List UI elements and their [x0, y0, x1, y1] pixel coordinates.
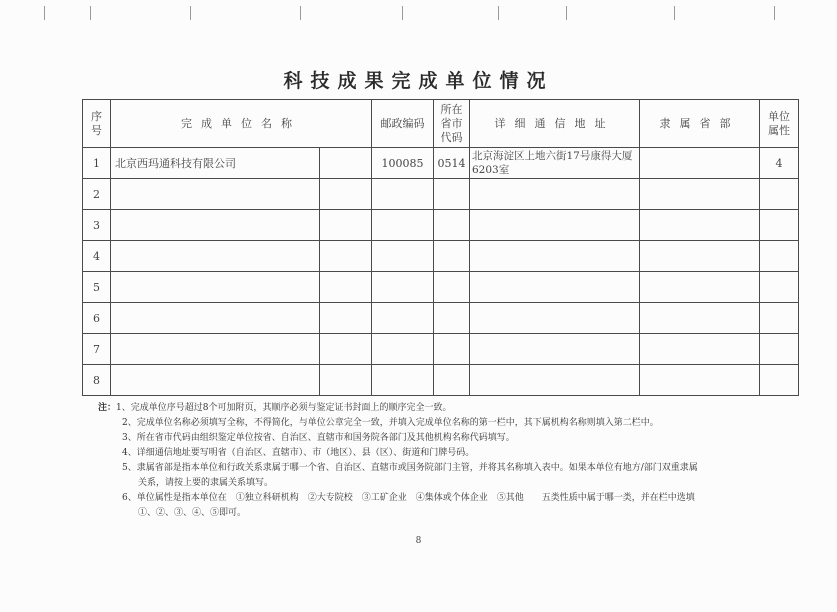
cell-unit-type [760, 241, 799, 272]
header-address: 详细通信地址 [470, 100, 640, 148]
cell-address [470, 179, 640, 210]
notes-section [98, 401, 798, 521]
page-title: 科技成果完成单位情况 [283, 70, 554, 92]
cell-seq: 4 [83, 241, 111, 272]
cell-region-code [434, 210, 470, 241]
cell-unit-name [111, 241, 320, 272]
cell-affiliation [640, 272, 760, 303]
note-item: 5、隶属省部是指本单位和行政关系隶属于哪一个省、自治区、直辖市或国务院部门主管，并将其名称填入表中。如果本单位有地方/部门双重隶属 [122, 463, 698, 473]
note-item: 3、所在省市代码由组织鉴定单位按省、自治区、直辖市和国务院各部门及其他机构名称代码填写。 [122, 433, 515, 443]
cell-sub-unit [320, 272, 372, 303]
cell-postal-code [372, 303, 434, 334]
table-row [83, 272, 799, 303]
cell-unit-name: 北京西玛通科技有限公司 [111, 148, 320, 179]
cell-seq: 8 [83, 365, 111, 396]
cell-region-code [434, 334, 470, 365]
cell-affiliation [640, 241, 760, 272]
table-row [83, 241, 799, 272]
cell-unit-name [111, 272, 320, 303]
cell-address [470, 272, 640, 303]
cell-sub-unit [320, 241, 372, 272]
cell-affiliation [640, 148, 760, 179]
note-item: 4、详细通信地址要写明省（自治区、直辖市）、市（地区）、县（区）、街道和门牌号码。 [122, 448, 475, 458]
cell-address [470, 241, 640, 272]
cell-seq: 7 [83, 334, 111, 365]
scan-mark [44, 6, 45, 20]
cell-unit-type [760, 365, 799, 396]
cell-postal-code [372, 334, 434, 365]
scan-mark [402, 6, 403, 20]
cell-affiliation [640, 303, 760, 334]
scan-mark [498, 6, 499, 20]
cell-affiliation [640, 210, 760, 241]
cell-unit-type: 4 [760, 148, 799, 179]
cell-region-code: 0514 [434, 148, 470, 179]
note-text: 1、完成单位序号超过8个可加附页，其顺序必须与鉴定证书封面上的顺序完全一致。 [116, 403, 452, 413]
cell-region-code [434, 365, 470, 396]
cell-postal-code [372, 179, 434, 210]
unit-info-table [82, 99, 799, 396]
cell-unit-name [111, 334, 320, 365]
cell-seq: 5 [83, 272, 111, 303]
note-item: 2、完成单位名称必须填写全称，不得简化，与单位公章完全一致，并填入完成单位名称的第一栏中，其下属机构名称则填入第二栏中。 [122, 418, 659, 428]
cell-sub-unit [320, 303, 372, 334]
cell-sub-unit [320, 210, 372, 241]
cell-address [470, 365, 640, 396]
cell-unit-type [760, 303, 799, 334]
page-number: 8 [415, 536, 422, 546]
cell-unit-name [111, 303, 320, 334]
cell-postal-code [372, 365, 434, 396]
table-row [83, 210, 799, 241]
cell-postal-code: 100085 [372, 148, 434, 179]
cell-seq: 3 [83, 210, 111, 241]
cell-unit-type [760, 334, 799, 365]
header-region-code: 所在省市代码 [434, 100, 470, 148]
cell-sub-unit [320, 334, 372, 365]
cell-unit-name [111, 365, 320, 396]
scan-mark [674, 6, 675, 20]
table-row [83, 334, 799, 365]
note-item [98, 401, 798, 416]
cell-seq: 1 [83, 148, 111, 179]
header-unit-name: 完成单位名称 [111, 100, 372, 148]
cell-affiliation [640, 365, 760, 396]
cell-sub-unit [320, 365, 372, 396]
table-row [83, 365, 799, 396]
table-header-row [83, 100, 799, 148]
cell-address [470, 210, 640, 241]
cell-region-code [434, 179, 470, 210]
header-unit-type: 单位属性 [760, 100, 799, 148]
cell-address [470, 303, 640, 334]
scan-mark [774, 6, 775, 20]
cell-affiliation [640, 179, 760, 210]
cell-unit-type [760, 179, 799, 210]
note-continuation: ①、②、③、④、⑤即可。 [138, 508, 247, 518]
cell-unit-type [760, 210, 799, 241]
table-row [83, 303, 799, 334]
cell-address: 北京海淀区上地六街17号康得大厦6203室 [470, 148, 640, 179]
cell-seq: 2 [83, 179, 111, 210]
cell-sub-unit [320, 179, 372, 210]
cell-unit-name [111, 210, 320, 241]
notes-label: 注： [98, 403, 117, 413]
cell-sub-unit [320, 148, 372, 179]
header-postal-code: 邮政编码 [372, 100, 434, 148]
cell-region-code [434, 272, 470, 303]
note-continuation: 关系，请按上要的隶属关系填写。 [138, 478, 274, 488]
cell-affiliation [640, 334, 760, 365]
cell-unit-type [760, 272, 799, 303]
cell-region-code [434, 303, 470, 334]
cell-unit-name [111, 179, 320, 210]
note-item: 6、单位属性是指本单位在 ①独立科研机构 ②大专院校 ③工矿企业 ④集体或个体企业 ⑤其他 五类性质中属于哪一类，并在栏中选填 [122, 493, 695, 503]
header-affiliation: 隶属省部 [640, 100, 760, 148]
header-seq: 序号 [83, 100, 111, 148]
cell-postal-code [372, 241, 434, 272]
scan-mark [190, 6, 191, 20]
table-row [83, 148, 799, 179]
table-row [83, 179, 799, 210]
scan-mark [300, 6, 301, 20]
cell-seq: 6 [83, 303, 111, 334]
scan-mark [566, 6, 567, 20]
cell-postal-code [372, 210, 434, 241]
cell-postal-code [372, 272, 434, 303]
cell-address [470, 334, 640, 365]
cell-region-code [434, 241, 470, 272]
scan-mark [90, 6, 91, 20]
